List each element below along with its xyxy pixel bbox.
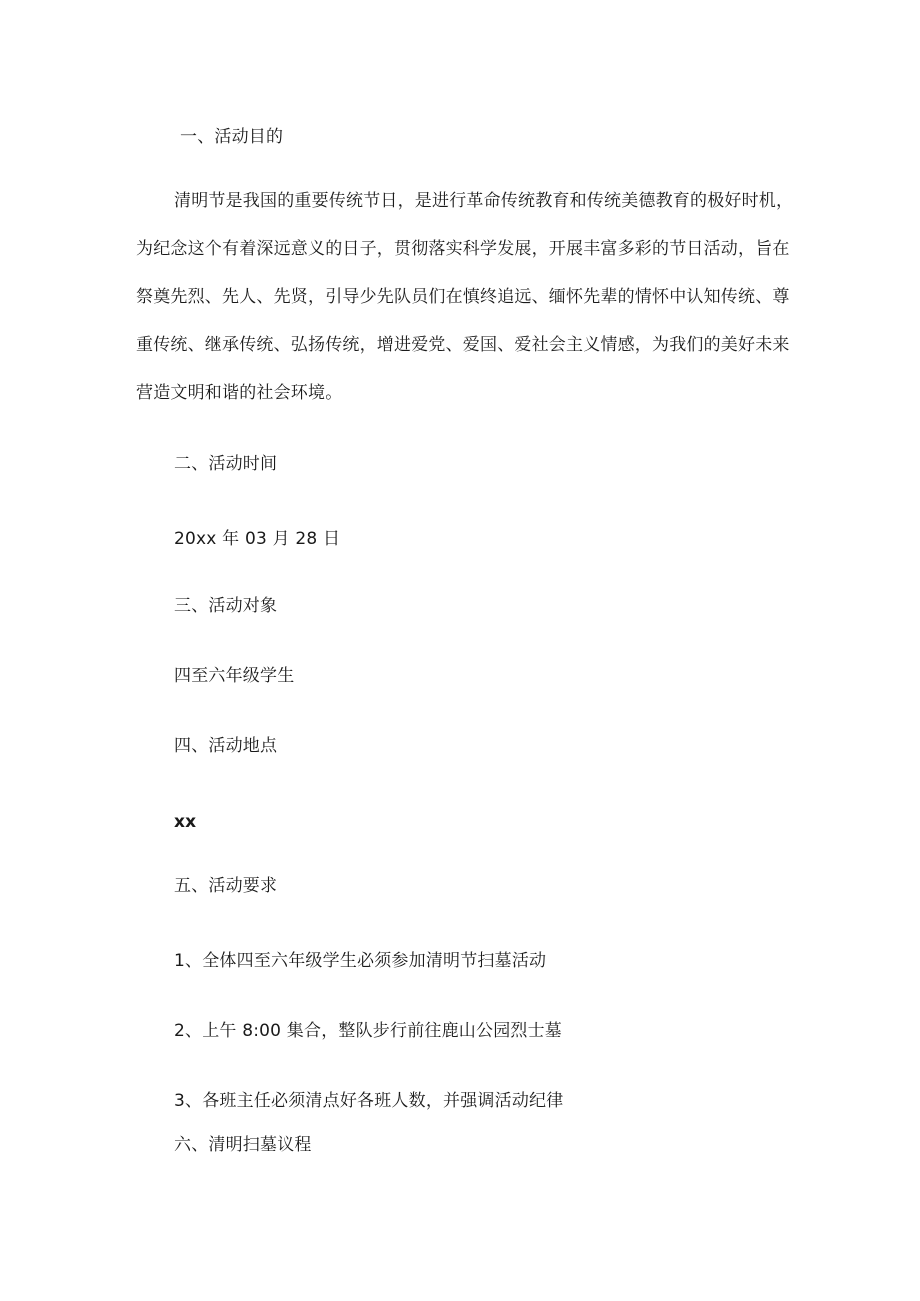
requirement-item: 1、全体四至六年级学生必须参加清明节扫墓活动 xyxy=(174,951,547,971)
requirement-item: 3、各班主任必须清点好各班人数，并强调活动纪律 xyxy=(174,1091,564,1111)
activity-date: 20xx 年 03 月 28 日 xyxy=(174,529,341,549)
purpose-paragraph-line: 重传统、继承传统、弘扬传统，增进爱党、爱国、爱社会主义情感，为我们的美好未来 xyxy=(136,335,790,355)
section-heading-audience: 三、活动对象 xyxy=(174,596,278,616)
purpose-paragraph-line: 祭奠先烈、先人、先贤，引导少先队员们在慎终追远、缅怀先辈的情怀中认知传统、尊 xyxy=(136,287,790,307)
requirement-item: 2、上午 8:00 集合，整队步行前往鹿山公园烈士墓 xyxy=(174,1021,562,1041)
activity-location: xx xyxy=(174,812,197,832)
purpose-paragraph-line: 为纪念这个有着深远意义的日子，贯彻落实科学发展，开展丰富多彩的节日活动，旨在 xyxy=(136,239,790,259)
purpose-paragraph-line: 营造文明和谐的社会环境。 xyxy=(136,383,343,403)
section-heading-time: 二、活动时间 xyxy=(174,454,278,474)
section-heading-location: 四、活动地点 xyxy=(174,736,278,756)
section-heading-requirements: 五、活动要求 xyxy=(174,876,278,896)
section-heading-agenda: 六、清明扫墓议程 xyxy=(174,1135,312,1155)
purpose-paragraph-line: 清明节是我国的重要传统节日，是进行革命传统教育和传统美德教育的极好时机， xyxy=(174,191,794,211)
activity-audience: 四至六年级学生 xyxy=(174,666,295,686)
section-heading-purpose: 一、活动目的 xyxy=(180,127,284,147)
